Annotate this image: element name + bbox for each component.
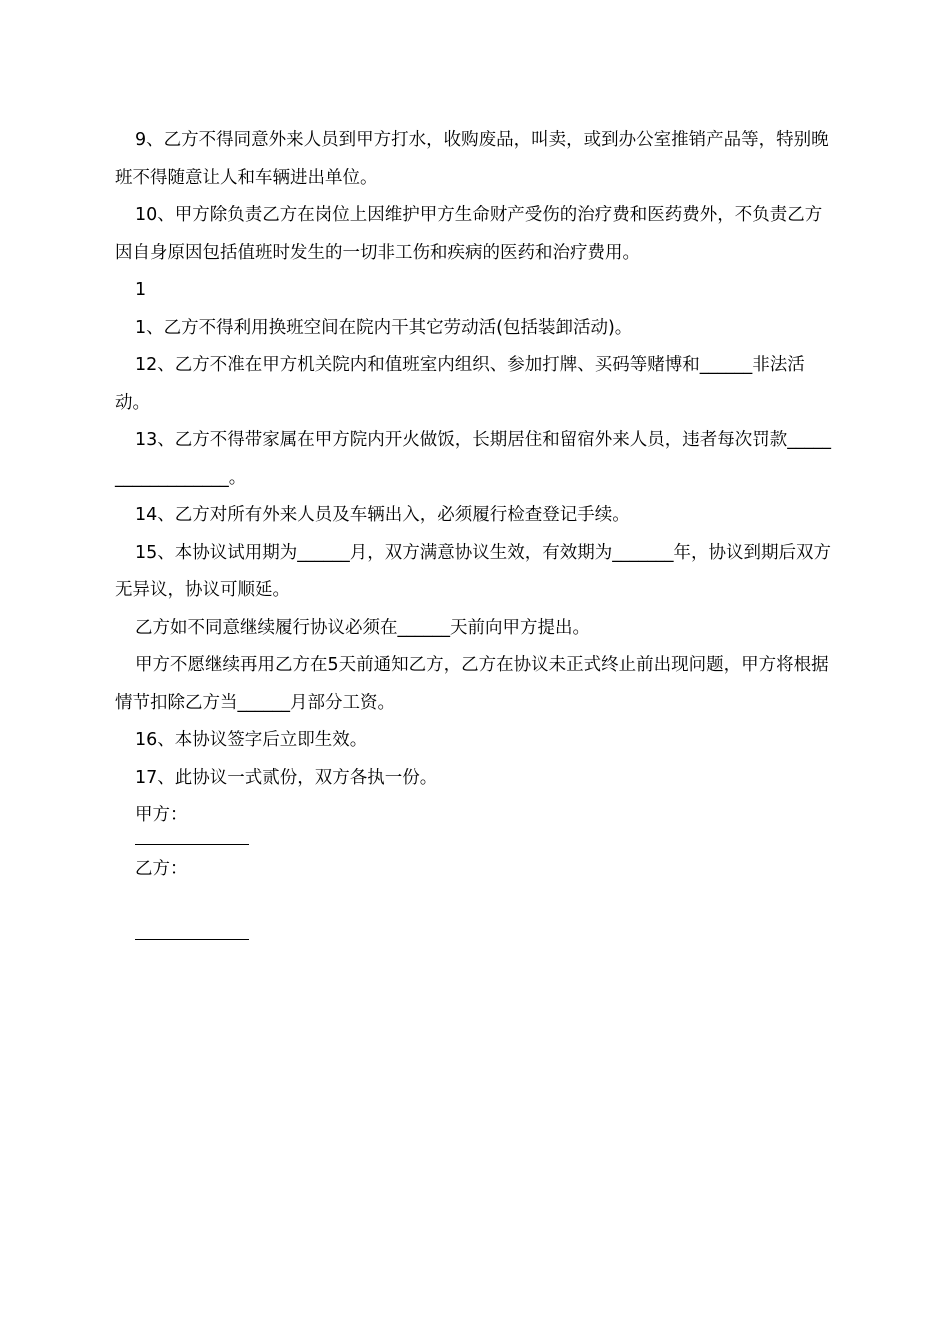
clause-12: 12、乙方不准在甲方机关院内和值班室内组织、参加打牌、买码等赌博和______非法活动。 [115,355,805,413]
party-b-signature-line [135,939,249,940]
page-number: 1 [135,280,147,300]
clause-15-termination: 甲方不愿继续再用乙方在5天前通知乙方，乙方在协议未正式终止前出现问题，甲方将根据情节扣除乙方当______月部分工资。 [115,655,829,713]
clause-17: 17、此协议一式贰份，双方各执一份。 [135,767,438,788]
party-a-signature-line [135,844,249,845]
party-a-label: 甲方： [135,805,188,825]
clause-16: 16、本协议签字后立即生效。 [135,730,368,750]
clause-11: 1、乙方不得利用换班空间在院内干其它劳动活(包括装卸活动)。 [135,317,633,338]
clause-13: 13、乙方不得带家属在甲方院内开火做饭，长期居住和留宿外来人员，违者每次罚款__________________。 [115,430,832,488]
clause-15-renewal-notice: 乙方如不同意继续履行协议必须在______天前向甲方提出。 [135,617,590,638]
document-body [115,122,837,940]
clause-10: 10、甲方除负责乙方在岗位上因维护甲方生命财产受伤的治疗费和医药费外，不负责乙方因自身原因包括值班时发生的一切非工伤和疾病的医药和治疗费用。 [115,205,823,263]
clause-9: 9、乙方不得同意外来人员到甲方打水，收购废品，叫卖，或到办公室推销产品等，特别晚班不得随意让人和车辆进出单位。 [115,130,829,188]
clause-14: 14、乙方对所有外来人员及车辆出入，必须履行检查登记手续。 [135,505,630,525]
party-b-label: 乙方： [135,858,188,879]
clause-15: 15、本协议试用期为______月，双方满意协议生效，有效期为_______年，协议到期后双方无异议，协议可顺延。 [115,542,832,600]
